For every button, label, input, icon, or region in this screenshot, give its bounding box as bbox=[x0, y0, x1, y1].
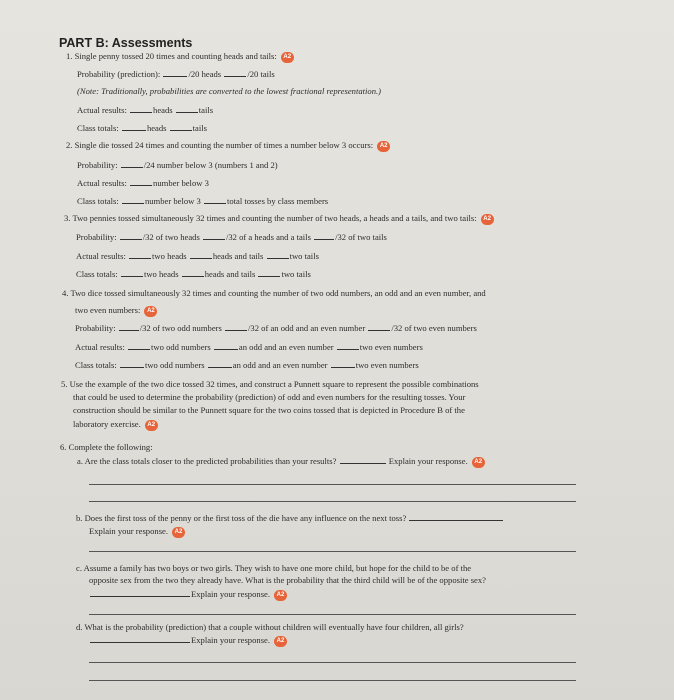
answer-blank[interactable] bbox=[225, 323, 247, 331]
answer-blank[interactable] bbox=[170, 123, 192, 131]
answer-blank[interactable] bbox=[203, 232, 225, 240]
question-6c-line-2: opposite sex from the two they already have. What is the probability that the third child will be of the opposite sex? bbox=[89, 575, 486, 585]
answer-blank[interactable] bbox=[190, 251, 212, 259]
answer-blank[interactable] bbox=[214, 342, 238, 350]
a2-badge: A2 bbox=[281, 52, 294, 63]
answer-blank[interactable] bbox=[267, 251, 289, 259]
question-1: 1. Single penny tossed 20 times and counting heads and tails: A2 bbox=[66, 51, 294, 63]
a2-badge: A2 bbox=[172, 527, 185, 538]
answer-blank[interactable] bbox=[129, 251, 151, 259]
answer-blank[interactable] bbox=[121, 160, 143, 168]
page-title: PART B: Assessments bbox=[59, 36, 193, 50]
question-3: 3. Two pennies tossed simultaneously 32 times and counting the number of two heads, a heads and a tails, and two tails: A2 bbox=[64, 213, 494, 225]
question-4-line-2: two even numbers: A2 bbox=[75, 305, 157, 317]
q2-class-row: Class totals: number below 3 total tosses by class members bbox=[77, 196, 329, 206]
answer-blank[interactable] bbox=[409, 513, 503, 521]
answer-blank[interactable] bbox=[122, 196, 144, 204]
q4-actual-row: Actual results: two odd numbers an odd and an even number two even numbers bbox=[75, 342, 423, 352]
question-6d-explain: Explain your response. A2 bbox=[89, 635, 287, 647]
answer-blank[interactable] bbox=[258, 269, 280, 277]
a2-badge: A2 bbox=[377, 141, 390, 152]
answer-blank[interactable] bbox=[121, 269, 143, 277]
a2-badge: A2 bbox=[144, 306, 157, 317]
answer-blank[interactable] bbox=[314, 232, 334, 240]
answer-line[interactable] bbox=[89, 501, 576, 502]
q2-actual-row: Actual results: number below 3 bbox=[77, 178, 209, 188]
question-2: 2. Single die tossed 24 times and counting the number of times a number below 3 occurs: A2 bbox=[66, 140, 390, 152]
q3-class-row: Class totals: two heads heads and tails two tails bbox=[76, 269, 311, 279]
answer-blank[interactable] bbox=[176, 105, 198, 113]
question-4-line-1: 4. Two dice tossed simultaneously 32 times and counting the number of two odd numbers, an odd and an even number, and bbox=[62, 288, 486, 298]
a2-badge: A2 bbox=[274, 636, 287, 647]
q4-probability-row: Probability: /32 of two odd numbers /32 of an odd and an even number /32 of two even numbers bbox=[75, 323, 477, 333]
answer-blank[interactable] bbox=[337, 342, 359, 350]
q4-class-row: Class totals: two odd numbers an odd and an even number two even numbers bbox=[75, 360, 419, 370]
answer-blank[interactable] bbox=[128, 342, 150, 350]
answer-blank[interactable] bbox=[130, 178, 152, 186]
answer-blank[interactable] bbox=[368, 323, 390, 331]
answer-blank[interactable] bbox=[224, 69, 246, 77]
question-5-line-2: that could be used to determine the probability (prediction) of odd and even numbers for the resulting tosses. Your bbox=[73, 392, 466, 402]
answer-blank[interactable] bbox=[182, 269, 204, 277]
question-6b: b. Does the first toss of the penny or the first toss of the die have any influence on the next toss? bbox=[76, 513, 504, 524]
question-5-line-1: 5. Use the example of the two dice tossed 32 times, and construct a Punnett square to represent the possible combinations bbox=[61, 379, 479, 389]
answer-line[interactable] bbox=[89, 551, 576, 552]
q1-note: (Note: Traditionally, probabilities are converted to the lowest fractional representation.) bbox=[77, 86, 382, 96]
question-6d: d. What is the probability (prediction) that a couple without children will eventually have four children, all girls? bbox=[76, 622, 464, 632]
a2-badge: A2 bbox=[274, 590, 287, 601]
answer-line[interactable] bbox=[89, 680, 576, 681]
answer-line[interactable] bbox=[89, 662, 576, 663]
a2-badge: A2 bbox=[472, 457, 485, 468]
answer-blank[interactable] bbox=[208, 360, 232, 368]
answer-blank[interactable] bbox=[204, 196, 226, 204]
question-6b-explain: Explain your response. A2 bbox=[89, 526, 185, 538]
answer-blank[interactable] bbox=[130, 105, 152, 113]
answer-blank[interactable] bbox=[122, 123, 146, 131]
q1-probability-row: Probability (prediction): /20 heads /20 tails bbox=[77, 69, 275, 79]
answer-blank[interactable] bbox=[90, 589, 190, 597]
answer-blank[interactable] bbox=[331, 360, 355, 368]
answer-blank[interactable] bbox=[90, 635, 190, 643]
answer-line[interactable] bbox=[89, 614, 576, 615]
question-6: 6. Complete the following: bbox=[60, 442, 153, 452]
a2-badge: A2 bbox=[145, 420, 158, 431]
question-5-line-3: construction should be similar to the Punnett square for the two coins tossed that is depicted in Procedure B of the bbox=[73, 405, 465, 415]
q2-probability-row: Probability: /24 number below 3 (numbers 1 and 2) bbox=[77, 160, 278, 170]
q3-actual-row: Actual results: two heads heads and tails two tails bbox=[76, 251, 319, 261]
question-6c-line-1: c. Assume a family has two boys or two girls. They wish to have one more child, but hope for the child to be of the bbox=[76, 563, 472, 573]
q1-actual-row: Actual results: heads tails bbox=[77, 105, 214, 115]
question-6a: a. Are the class totals closer to the predicted probabilities than your results? Explain your response. A2 bbox=[77, 456, 485, 468]
answer-blank[interactable] bbox=[119, 323, 139, 331]
question-5-line-4: laboratory exercise. A2 bbox=[73, 419, 158, 431]
q3-probability-row: Probability: /32 of two heads /32 of a heads and a tails /32 of two tails bbox=[76, 232, 387, 242]
answer-blank[interactable] bbox=[120, 232, 142, 240]
answer-blank[interactable] bbox=[340, 456, 386, 464]
question-6c-explain: Explain your response. A2 bbox=[89, 589, 287, 601]
answer-blank[interactable] bbox=[163, 69, 187, 77]
a2-badge: A2 bbox=[481, 214, 494, 225]
answer-line[interactable] bbox=[89, 484, 576, 485]
answer-blank[interactable] bbox=[120, 360, 144, 368]
q1-class-row: Class totals: heads tails bbox=[77, 123, 207, 133]
